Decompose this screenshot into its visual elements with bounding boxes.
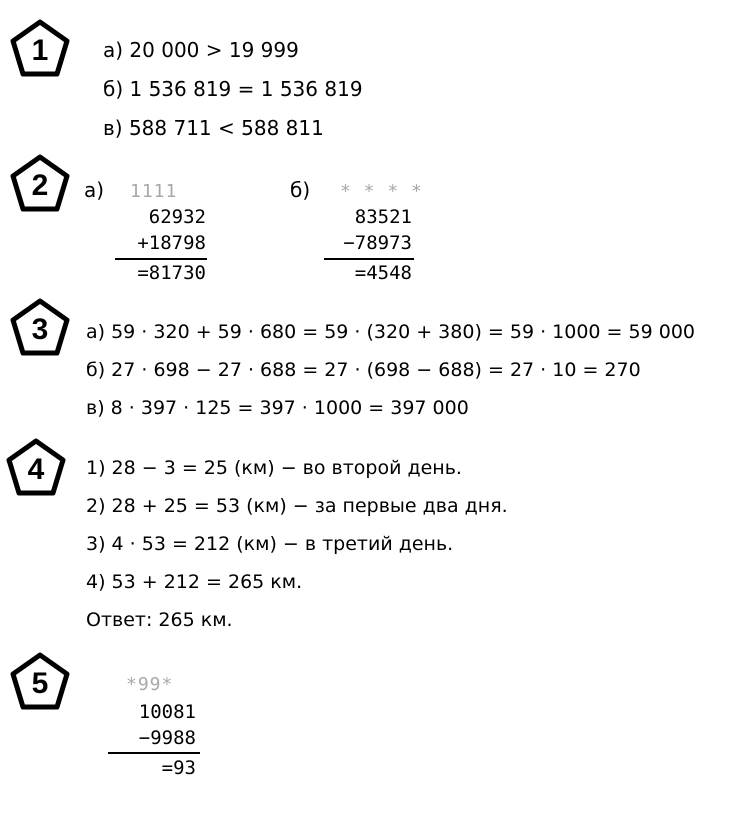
task2-b-result: =4548 — [354, 262, 412, 284]
task2-a-result: =81730 — [137, 262, 206, 284]
task2-b-top: 83521 — [354, 206, 412, 228]
task3-line-a: а) 59 · 320 + 59 · 680 = 59 · (320 + 380) = 59 · 1000 = 59 000 — [86, 321, 695, 343]
task4-line-3: 3) 4 · 53 = 212 (км) − в третий день. — [86, 533, 454, 555]
task2-b-carry: * * * * — [340, 181, 423, 202]
task5-top: 10081 — [138, 701, 196, 723]
task2-label-b: б) — [290, 178, 311, 202]
task-number-badge-3 — [9, 297, 71, 357]
task4-line-2: 2) 28 + 25 = 53 (км) − за первые два дня. — [86, 495, 508, 517]
task5-result: =93 — [161, 757, 196, 779]
task2-b-bottom: −78973 — [343, 232, 412, 254]
task-number-badge-4 — [5, 437, 67, 497]
task5-carry: *99* — [126, 674, 174, 695]
task3-line-c: в) 8 · 397 · 125 = 397 · 1000 = 397 000 — [86, 397, 469, 419]
task1-line-b: б) 1 536 819 = 1 536 819 — [103, 77, 363, 101]
task2-a-rule — [115, 258, 207, 260]
task-number: 2 — [31, 169, 49, 202]
task4-answer: Ответ: 265 км. — [86, 609, 233, 631]
task4-line-4: 4) 53 + 212 = 265 км. — [86, 571, 303, 593]
task-number: 1 — [31, 34, 49, 67]
task-number: 4 — [27, 453, 45, 486]
task1-line-a: а) 20 000 > 19 999 — [103, 38, 299, 62]
task4-line-1: 1) 28 − 3 = 25 (км) − во второй день. — [86, 457, 462, 479]
task5-rule — [108, 752, 200, 754]
task2-a-top: 62932 — [148, 206, 206, 228]
task1-line-c: в) 588 711 < 588 811 — [103, 116, 324, 140]
task2-label-a: а) — [84, 178, 105, 202]
task-number: 5 — [31, 667, 49, 700]
task3-line-b: б) 27 · 698 − 27 · 688 = 27 · (698 − 688) = 27 · 10 = 270 — [86, 359, 641, 381]
task2-a-bottom: +18798 — [137, 232, 206, 254]
task-number-badge-5 — [9, 651, 71, 711]
task2-b-rule — [324, 258, 414, 260]
task5-bottom: −9988 — [138, 727, 196, 749]
task-number-badge-2 — [9, 153, 71, 213]
task-number-badge-1 — [9, 18, 71, 78]
task2-a-carry: 1111 — [130, 181, 178, 202]
task-number: 3 — [31, 313, 49, 346]
